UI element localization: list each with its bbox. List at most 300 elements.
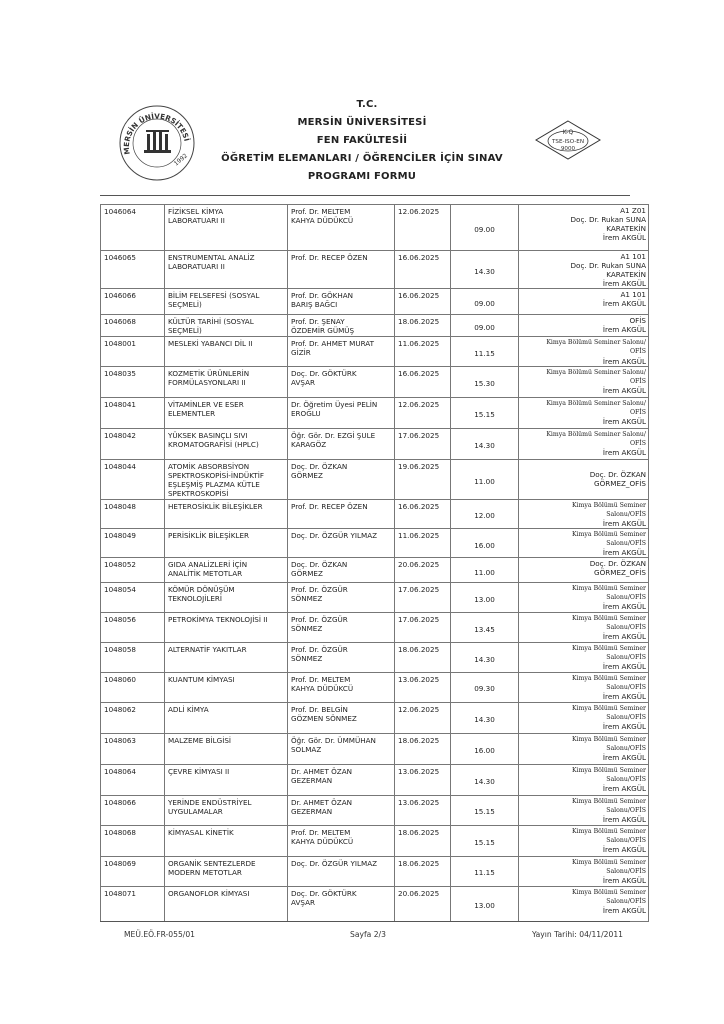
course-name-line: ORGANİK SENTEZLERDE <box>168 858 256 868</box>
course-code-text: 1048060 <box>104 674 137 684</box>
exam-place-proctor-line: İrem AKGÜL <box>602 814 646 824</box>
exam-date <box>395 764 451 795</box>
table-row <box>101 672 649 702</box>
exam-place-proctor-line: İrem AKGÜL <box>602 783 646 793</box>
table-row <box>101 428 649 459</box>
table-row <box>101 315 649 337</box>
course-name-line: GIDA ANALİZLERİ İÇİN <box>168 560 248 570</box>
course-name <box>165 366 288 397</box>
footer-publish-date: Yayın Tarihi: 04/11/2011 <box>532 930 624 939</box>
course-code <box>101 583 165 613</box>
table-row <box>101 459 649 499</box>
exam-schedule-table <box>100 204 649 922</box>
exam-time <box>451 315 519 337</box>
course-name <box>165 289 288 315</box>
lecturer-name-line: AVŞAR <box>291 377 315 387</box>
exam-place-proctor <box>519 672 649 702</box>
exam-place-proctor-line: Doç. Dr. Rukan SUNA <box>570 261 646 271</box>
course-name <box>165 337 288 366</box>
exam-date-text: 16.06.2025 <box>398 253 440 262</box>
exam-date <box>395 397 451 428</box>
course-name-line: MALZEME BİLGİSİ <box>168 735 232 745</box>
course-name-line: MODERN METOTLAR <box>168 867 242 877</box>
exam-place-proctor-line: İrem AKGÜL <box>602 875 646 885</box>
exam-place-proctor-line: Salonu/OFİS <box>606 897 646 905</box>
exam-time <box>451 702 519 733</box>
exam-time-text: 11.15 <box>474 348 495 358</box>
lecturer-name <box>288 205 395 251</box>
lecturer-name <box>288 337 395 366</box>
lecturer-name-line: Doç. Dr. GÖKTÜRK <box>291 888 357 898</box>
lecturer-name-line: Prof. Dr. RECEP ÖZEN <box>291 253 368 262</box>
course-name <box>165 702 288 733</box>
exam-place-proctor <box>519 613 649 643</box>
course-name <box>165 315 288 337</box>
svg-text:MERSİN ÜNİVERSİTESİ <box>122 112 192 156</box>
table-row <box>101 289 649 315</box>
course-code <box>101 825 165 856</box>
course-code <box>101 337 165 366</box>
exam-place-proctor-line: İrem AKGÜL <box>602 325 646 335</box>
exam-date-text: 17.06.2025 <box>398 585 440 595</box>
lecturer-name-line: Prof. Dr. MELTEM <box>291 674 351 684</box>
course-name <box>165 528 288 557</box>
exam-time-text: 14.30 <box>474 776 495 786</box>
exam-date-text: 11.06.2025 <box>398 530 440 540</box>
exam-place-proctor-line: A1 101 <box>620 252 646 261</box>
exam-time <box>451 528 519 557</box>
university-seal-logo <box>118 104 196 182</box>
exam-place-proctor-line: Kimya Bölümü Seminer <box>571 797 646 805</box>
lecturer-name <box>288 528 395 557</box>
lecturer-name-line: EROĞLU <box>291 408 321 418</box>
course-code-text: 1046066 <box>104 291 137 301</box>
table-row <box>101 886 649 921</box>
course-name-line: ADLİ KİMYA <box>168 704 209 714</box>
lecturer-name-line: SÖNMEZ <box>291 594 323 604</box>
exam-place-proctor-line: Salonu/OFİS <box>606 510 646 518</box>
exam-place-proctor-line: İrem AKGÜL <box>602 416 646 426</box>
course-name-line: ÇEVRE KİMYASI II <box>168 766 230 776</box>
exam-place-proctor-line: OFİS <box>629 377 646 385</box>
exam-place-proctor-line: OFİS <box>629 348 646 356</box>
lecturer-name <box>288 251 395 289</box>
lecturer-name-line: Prof. Dr. ÖZGÜR <box>291 615 348 625</box>
exam-date-text: 17.06.2025 <box>398 615 440 625</box>
course-name-line: VİTAMİNLER VE ESER <box>168 399 244 409</box>
exam-place-proctor-line <box>519 461 646 470</box>
lecturer-name <box>288 672 395 702</box>
exam-place-proctor <box>519 337 649 366</box>
exam-time <box>451 251 519 289</box>
course-code-text: 1046068 <box>104 317 137 327</box>
lecturer-name-line: Prof. Dr. ÖZGÜR <box>291 585 348 595</box>
exam-place-proctor-line: Kimya Bölümü Seminer <box>571 766 646 774</box>
course-name-line: TEKNOLOJİLERİ <box>168 594 222 604</box>
exam-place-proctor-line: Kimya Bölümü Seminer <box>571 501 646 509</box>
course-code-text: 1048041 <box>104 399 137 409</box>
course-code <box>101 366 165 397</box>
lecturer-name-line: Prof. Dr. ŞENAY <box>291 317 345 327</box>
course-name-line: ALTERNATİF YAKITLAR <box>168 645 247 655</box>
course-name <box>165 795 288 825</box>
course-code <box>101 672 165 702</box>
course-name <box>165 886 288 921</box>
exam-time-text: 14.30 <box>474 441 495 451</box>
exam-place-proctor-line: İrem AKGÜL <box>602 752 646 762</box>
exam-time-text: 11.00 <box>474 476 495 486</box>
course-code <box>101 558 165 583</box>
course-name-line: SEÇMELİ) <box>168 300 202 310</box>
exam-place-proctor-line: İrem AKGÜL <box>602 356 646 366</box>
exam-time-text: 14.30 <box>474 267 495 277</box>
exam-time <box>451 733 519 764</box>
course-name <box>165 499 288 528</box>
exam-date <box>395 886 451 921</box>
course-name-line: KİMYASAL KİNETİK <box>168 827 234 837</box>
course-name-line: YÜKSEK BASINÇLI SIVI <box>168 430 248 440</box>
exam-place-proctor-line: İrem AKGÜL <box>602 721 646 731</box>
exam-date <box>395 366 451 397</box>
exam-time-text: 13.00 <box>474 900 495 910</box>
exam-time-text: 11.00 <box>474 567 495 577</box>
lecturer-name-line: SÖNMEZ <box>291 624 323 634</box>
course-name-line: KÖMÜR DÖNÜŞÜM <box>168 585 235 595</box>
exam-place-proctor-line: Kimya Bölümü Seminer <box>571 615 646 623</box>
course-code-text: 1048071 <box>104 888 137 898</box>
exam-date-text: 16.06.2025 <box>398 501 440 511</box>
course-code-text: 1048048 <box>104 501 137 511</box>
exam-place-proctor-line: Salonu/OFİS <box>606 744 646 752</box>
course-code-text: 1048042 <box>104 430 137 440</box>
exam-time <box>451 428 519 459</box>
course-name <box>165 428 288 459</box>
exam-date <box>395 315 451 337</box>
course-code <box>101 613 165 643</box>
course-name-line: KÜLTÜR TARİHİ (SOSYAL <box>168 317 254 327</box>
lecturer-name-line: Prof. Dr. MELTEM <box>291 207 351 216</box>
lecturer-name-line: Doç. Dr. ÖZKAN <box>291 461 348 471</box>
lecturer-name-line: Dr. AHMET ÖZAN <box>291 797 353 807</box>
exam-date-text: 11.06.2025 <box>398 339 440 349</box>
lecturer-name-line: BARIŞ BAĞCI <box>291 300 338 310</box>
exam-date-text: 16.06.2025 <box>398 291 440 301</box>
course-name-line: ORGANOFLOR KİMYASI <box>168 888 250 898</box>
exam-place-proctor-line: OFİS <box>629 316 646 326</box>
exam-time-text: 09.00 <box>474 323 495 333</box>
course-name-line: LABORATUARI II <box>168 262 225 272</box>
lecturer-name-line: ÖZDEMİR GÜMÜŞ <box>291 326 355 336</box>
exam-place-proctor-line: A1 101 <box>620 290 646 300</box>
lecturer-name-line: GİZİR <box>291 348 311 358</box>
course-name-line: SEÇMELİ) <box>168 326 202 336</box>
header-university: MERSİN ÜNİVERSİTESİ <box>297 117 427 128</box>
exam-date <box>395 856 451 886</box>
exam-date <box>395 428 451 459</box>
footer-divider <box>100 921 630 922</box>
lecturer-name <box>288 289 395 315</box>
course-name <box>165 643 288 672</box>
exam-place-proctor-line: Kimya Bölümü Seminer <box>571 888 646 896</box>
exam-place-proctor-line: İrem AKGÜL <box>602 447 646 457</box>
exam-time <box>451 499 519 528</box>
exam-time <box>451 289 519 315</box>
exam-place-proctor-line: Salonu/OFİS <box>606 683 646 691</box>
exam-date <box>395 583 451 613</box>
table-row <box>101 337 649 366</box>
exam-date <box>395 289 451 315</box>
lecturer-name-line: Prof. Dr. GÖKHAN <box>291 291 354 301</box>
course-code <box>101 499 165 528</box>
course-code-text: 1048066 <box>104 797 137 807</box>
course-name <box>165 764 288 795</box>
course-code-text: 1048054 <box>104 585 137 595</box>
lecturer-name <box>288 825 395 856</box>
exam-place-proctor-line: GÖRMEZ_OFİS <box>594 478 646 488</box>
course-name-line: MESLEKİ YABANCI DİL II <box>168 339 253 349</box>
course-code <box>101 733 165 764</box>
exam-time <box>451 825 519 856</box>
exam-time-text: 16.00 <box>474 540 495 550</box>
exam-place-proctor-line: Kimya Bölümü Seminer <box>571 827 646 835</box>
lecturer-name <box>288 499 395 528</box>
footer-page-number: Sayfa 2/3 <box>350 930 386 939</box>
table-row <box>101 764 649 795</box>
course-code <box>101 856 165 886</box>
lecturer-name-line: KARAGÖZ <box>291 439 327 449</box>
lecturer-name <box>288 315 395 337</box>
exam-place-proctor <box>519 428 649 459</box>
table-row <box>101 251 649 289</box>
course-name-line: PERİSİKLİK BİLEŞİKLER <box>168 530 250 540</box>
exam-place-proctor <box>519 499 649 528</box>
course-name-line: KOZMETİK ÜRÜNLERİN <box>168 368 250 378</box>
course-code <box>101 764 165 795</box>
exam-place-proctor-line: İrem AKGÜL <box>602 385 646 395</box>
badge-kq: K-Q <box>562 129 574 136</box>
exam-date <box>395 613 451 643</box>
course-name-line: KROMATOGRAFİSİ (HPLC) <box>168 439 259 449</box>
exam-place-proctor-line: Salonu/OFİS <box>606 713 646 721</box>
exam-date-text: 13.06.2025 <box>398 674 440 684</box>
course-code-text: 1046064 <box>104 207 137 216</box>
exam-date-text: 18.06.2025 <box>398 317 440 327</box>
lecturer-name-line: GEZERMAN <box>291 775 333 785</box>
exam-place-proctor <box>519 795 649 825</box>
course-code-text: 1048068 <box>104 827 137 837</box>
exam-place-proctor-line: Salonu/OFİS <box>606 775 646 783</box>
exam-place-proctor <box>519 733 649 764</box>
course-code <box>101 315 165 337</box>
exam-time-text: 15.30 <box>474 379 495 389</box>
exam-date <box>395 558 451 583</box>
exam-place-proctor-line: Kimya Bölümü Seminer <box>571 735 646 743</box>
lecturer-name <box>288 558 395 583</box>
exam-time-text: 14.30 <box>474 714 495 724</box>
exam-place-proctor-line: İrem AKGÜL <box>602 632 646 642</box>
lecturer-name <box>288 795 395 825</box>
lecturer-name-line: Prof. Dr. AHMET MURAT <box>291 339 375 349</box>
header-form-title: ÖĞRETİM ELEMANLARI / ÖĞRENCİLER İÇİN SINAV <box>221 153 503 164</box>
exam-date-text: 17.06.2025 <box>398 430 440 440</box>
lecturer-name <box>288 366 395 397</box>
exam-date-text: 13.06.2025 <box>398 797 440 807</box>
exam-place-proctor-line: İrem AKGÜL <box>602 602 646 612</box>
exam-time <box>451 397 519 428</box>
exam-place-proctor-line: Salonu/OFİS <box>606 540 646 548</box>
exam-place-proctor-line: Salonu/OFİS <box>606 806 646 814</box>
exam-time-text: 16.00 <box>474 745 495 755</box>
lecturer-name <box>288 856 395 886</box>
exam-time <box>451 764 519 795</box>
exam-place-proctor-line: Salonu/OFİS <box>606 594 646 602</box>
lecturer-name-line: SOLMAZ <box>291 744 322 754</box>
lecturer-name-line: Doç. Dr. ÖZKAN <box>291 560 348 570</box>
exam-time-text: 09.00 <box>474 224 495 234</box>
exam-place-proctor-line: Doç. Dr. ÖZKAN <box>589 559 646 569</box>
lecturer-name <box>288 764 395 795</box>
exam-place-proctor-line: OFİS <box>629 408 646 416</box>
lecturer-name-line: Prof. Dr. BELGİN <box>291 704 348 714</box>
lecturer-name <box>288 733 395 764</box>
lecturer-name-line: AVŞAR <box>291 897 315 907</box>
exam-place-proctor <box>519 397 649 428</box>
course-name-line: ENSTRUMENTAL ANALİZ <box>168 253 255 262</box>
exam-time-text: 12.00 <box>474 511 495 521</box>
exam-schedule-body <box>101 205 649 922</box>
exam-place-proctor-line: İrem AKGÜL <box>602 691 646 701</box>
course-name-line: UYGULAMALAR <box>168 806 223 816</box>
exam-time <box>451 583 519 613</box>
exam-time <box>451 886 519 921</box>
exam-time-text: 15.15 <box>474 807 495 817</box>
exam-place-proctor-line: Kimya Bölümü Seminer <box>571 645 646 653</box>
exam-date-text: 18.06.2025 <box>398 645 440 655</box>
exam-place-proctor-line: A1 Z01 <box>620 206 646 215</box>
course-code-text: 1048058 <box>104 645 137 655</box>
header-tc: T.C. <box>356 99 378 110</box>
lecturer-name <box>288 397 395 428</box>
exam-place-proctor-line: KARATEKİN <box>606 224 646 234</box>
header-form-subtitle: PROGRAMI FORMU <box>307 171 417 182</box>
lecturer-name <box>288 613 395 643</box>
lecturer-name <box>288 702 395 733</box>
exam-place-proctor <box>519 459 649 499</box>
course-code <box>101 397 165 428</box>
exam-time-text: 13.45 <box>474 625 495 635</box>
lecturer-name-line: KAHYA DÜDÜKCÜ <box>291 836 354 846</box>
course-name-line: PETROKİMYA TEKNOLOJİSİ II <box>168 615 268 625</box>
course-code <box>101 795 165 825</box>
exam-date <box>395 643 451 672</box>
course-name-line: ANALİTİK METOTLAR <box>168 569 243 579</box>
lecturer-name-line: Dr. Öğretim Üyesi PELİN <box>291 399 378 409</box>
course-name-line: LABORATUARI II <box>168 216 225 226</box>
course-code-text: 1046065 <box>104 253 137 262</box>
exam-date-text: 18.06.2025 <box>398 858 440 868</box>
exam-place-proctor <box>519 289 649 315</box>
exam-date <box>395 337 451 366</box>
course-name-line: SPEKTROSKOPİSİ <box>168 488 229 498</box>
exam-date-text: 20.06.2025 <box>398 888 440 898</box>
course-code <box>101 251 165 289</box>
course-name <box>165 558 288 583</box>
exam-date-text: 16.06.2025 <box>398 368 440 378</box>
tse-iso-quality-badge <box>535 120 601 160</box>
table-row <box>101 795 649 825</box>
exam-time-text: 09.30 <box>474 684 495 694</box>
exam-place-proctor-line: Doç. Dr. ÖZKAN <box>589 469 646 479</box>
table-row <box>101 856 649 886</box>
exam-date <box>395 795 451 825</box>
exam-place-proctor-line: İrem AKGÜL <box>602 233 646 243</box>
lecturer-name-line: GÖRMEZ <box>291 569 323 579</box>
table-row <box>101 583 649 613</box>
exam-time-text: 14.30 <box>474 654 495 664</box>
exam-time-text: 15.15 <box>474 410 495 420</box>
table-row <box>101 397 649 428</box>
exam-time <box>451 337 519 366</box>
course-name <box>165 459 288 499</box>
course-code <box>101 528 165 557</box>
course-name <box>165 672 288 702</box>
exam-place-proctor-line: Kimya Bölümü Seminer Salonu/ <box>546 368 646 376</box>
exam-time-text: 15.15 <box>474 837 495 847</box>
exam-time <box>451 795 519 825</box>
seal-arc-text: MERSİN ÜNİVERSİTESİ <box>121 111 192 156</box>
lecturer-name <box>288 428 395 459</box>
exam-date-text: 19.06.2025 <box>398 461 440 471</box>
exam-place-proctor-line: İrem AKGÜL <box>602 844 646 854</box>
table-row <box>101 558 649 583</box>
exam-place-proctor <box>519 528 649 557</box>
exam-date <box>395 459 451 499</box>
exam-time-text: 13.00 <box>474 595 495 605</box>
exam-place-proctor-line: Salonu/OFİS <box>606 867 646 875</box>
exam-place-proctor-line: İrem AKGÜL <box>602 279 646 289</box>
lecturer-name-line: KAHYA DÜDÜKCÜ <box>291 216 354 226</box>
course-code-text: 1048001 <box>104 339 137 349</box>
exam-date-text: 12.06.2025 <box>398 207 440 216</box>
lecturer-name-line: Doç. Dr. GÖKTÜRK <box>291 368 357 378</box>
exam-time <box>451 672 519 702</box>
course-code-text: 1048064 <box>104 766 137 776</box>
exam-place-proctor-line: Salonu/OFİS <box>606 654 646 662</box>
course-name-line: SPEKTROSKOPİSİ-İNDÜKTİF <box>168 470 264 480</box>
table-row <box>101 643 649 672</box>
lecturer-name-line: Öğr. Gör. Dr. ÜMMÜHAN <box>291 735 376 745</box>
exam-place-proctor-line: Kimya Bölümü Seminer <box>571 585 646 593</box>
exam-time <box>451 459 519 499</box>
exam-date-text: 13.06.2025 <box>398 766 440 776</box>
lecturer-name-line: GEZERMAN <box>291 806 333 816</box>
table-row <box>101 499 649 528</box>
course-name-line: EŞLEŞMİŞ PLAZMA KÜTLE <box>168 479 260 489</box>
exam-date-text: 12.06.2025 <box>398 399 440 409</box>
exam-date <box>395 672 451 702</box>
lecturer-name-line: Prof. Dr. ÖZGÜR <box>291 645 348 655</box>
table-row <box>101 825 649 856</box>
course-code <box>101 428 165 459</box>
badge-tse: TSE-ISO-EN <box>551 139 585 145</box>
table-row <box>101 366 649 397</box>
course-code <box>101 205 165 251</box>
exam-date <box>395 528 451 557</box>
exam-date <box>395 251 451 289</box>
course-name-line: YERİNDE ENDÜSTRİYEL <box>168 797 252 807</box>
exam-time <box>451 643 519 672</box>
exam-date <box>395 733 451 764</box>
